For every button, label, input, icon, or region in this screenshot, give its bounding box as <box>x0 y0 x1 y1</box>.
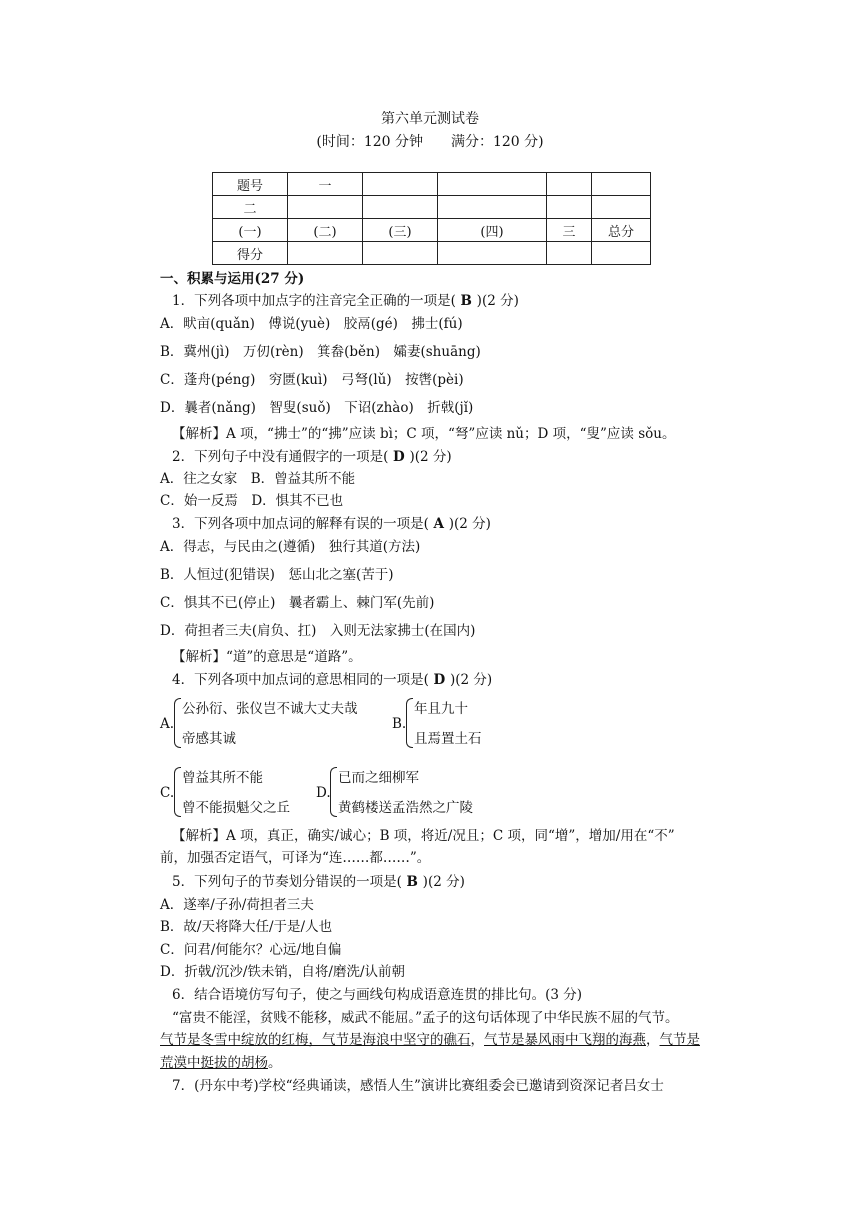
question-score-text: )(2 分) <box>422 874 465 890</box>
question-1-stem <box>172 292 519 310</box>
question-3-stem <box>172 515 491 533</box>
underlined-sentence: 气节是 <box>659 1032 700 1048</box>
page-subtitle: (时间：120 分钟 满分：120 分) <box>316 134 544 150</box>
table-cell <box>438 242 547 265</box>
passage-line-2 <box>160 1031 700 1049</box>
option-c: C．蓬舟(péng) 穷匮(kuì) 弓弩(lǔ) 按辔(pèi) <box>160 372 464 388</box>
underlined-sentence: 气节是暴风雨中飞翔的海燕 <box>484 1032 646 1048</box>
table-cell: 一 <box>288 173 363 196</box>
question-score-text: )(2 分) <box>449 672 493 688</box>
punctuation: ， <box>470 1032 484 1048</box>
option-c: C．惧其不已(停止) 曩者霸上、棘门军(先前) <box>160 595 435 611</box>
passage-line-1: “富贵不能淫，贫贱不能移，威武不能屈。”孟子的这句话体现了中华民族不屈的气节。 <box>172 1010 679 1026</box>
question-stem-text: 1．下列各项中加点字的注音完全正确的一项是( <box>172 293 456 309</box>
options-ab: A．往之女家 B．曾益其所不能 <box>160 471 356 487</box>
question-5-stem <box>172 873 465 891</box>
question-stem-text: 3．下列各项中加点词的解释有误的一项是( <box>172 516 429 532</box>
option-b-pair <box>392 694 532 750</box>
table-cell: (三) <box>363 219 438 242</box>
answer-label: B <box>455 293 477 309</box>
table-cell: 二 <box>213 196 288 219</box>
analysis-label: 【解析】 <box>172 649 226 665</box>
brace-icon <box>330 767 337 817</box>
option-d: D．荷担者三夫(肩负、扛) 入则无法家拂士(在国内) <box>160 623 476 639</box>
table-cell <box>547 173 592 196</box>
answer-label: D <box>428 672 450 688</box>
table-row <box>213 242 651 265</box>
page-title: 第六单元测试卷 <box>381 111 479 127</box>
analysis-text: A 项，真正，确实/诚心；B 项，将近/况且；C 项，同“增”，增加/用在“不” <box>226 828 675 844</box>
table-cell <box>592 173 651 196</box>
option-d-line2: 黄鹤楼送孟浩然之广陵 <box>338 800 473 816</box>
table-cell <box>438 196 547 219</box>
table-row <box>213 219 651 242</box>
table-cell <box>592 196 651 219</box>
table-cell <box>363 196 438 219</box>
score-table <box>212 172 651 265</box>
analysis-4-cont: 前，加强否定语气，可译为“连……都……”。 <box>160 850 431 866</box>
brace-icon <box>406 698 413 748</box>
analysis-label: 【解析】 <box>172 426 226 442</box>
analysis-label: 【解析】 <box>172 828 226 844</box>
option-a-line2: 帝感其诚 <box>182 731 236 747</box>
question-4-stem <box>172 671 492 689</box>
option-a: A．得志，与民由之(遵循) 独行其道(方法) <box>160 539 421 555</box>
punctuation: 。 <box>268 1055 282 1071</box>
table-cell: 题号 <box>213 173 288 196</box>
question-stem-text: 4．下列各项中加点词的意思相同的一项是( <box>172 672 429 688</box>
option-b: B．冀州(jì) 万仞(rèn) 箕畚(běn) 孀妻(shuāng) <box>160 344 481 360</box>
table-cell <box>288 242 363 265</box>
question-score-text: )(2 分) <box>409 449 452 465</box>
table-cell <box>547 242 592 265</box>
question-7-stem: 7．(丹东中考)学校“经典诵读，感悟人生”演讲比赛组委会已邀请到资深记者吕女士 <box>172 1078 664 1094</box>
analysis-3 <box>172 648 362 666</box>
table-cell: 总分 <box>592 219 651 242</box>
option-d-line1: 已而之细柳军 <box>338 770 419 786</box>
table-row <box>213 173 651 196</box>
table-cell: 得分 <box>213 242 288 265</box>
table-cell: 三 <box>547 219 592 242</box>
option-label: B. <box>392 716 407 732</box>
option-b: B．人恒过(犯错误) 惩山北之塞(苦于) <box>160 567 394 583</box>
punctuation: ， <box>646 1032 660 1048</box>
table-cell: (二) <box>288 219 363 242</box>
option-a: A．畎亩(quǎn) 傅说(yuè) 胶鬲(gé) 拂士(fú) <box>160 316 463 332</box>
table-cell <box>363 242 438 265</box>
underlined-sentence: 荒漠中挺拔的胡杨 <box>160 1055 268 1071</box>
question-stem-text: 5．下列句子的节奏划分错误的一项是( <box>172 874 402 890</box>
option-d: D．曩者(nǎng) 智叟(suǒ) 下诏(zhào) 折戟(jǐ) <box>160 400 474 416</box>
option-c-line1: 曾益其所不能 <box>182 770 263 786</box>
question-6-stem: 6．结合语境仿写句子，使之与画线句构成语意连贯的排比句。(3 分) <box>172 987 583 1003</box>
table-cell <box>288 196 363 219</box>
option-a: A．遂率/子孙/荷担者三夫 <box>160 897 314 913</box>
option-d: D．折戟/沉沙/铁未销，自将/磨洗/认前朝 <box>160 964 406 980</box>
analysis-1 <box>172 425 675 443</box>
option-b: B．故/天将降大任/于是/人也 <box>160 919 333 935</box>
option-label: D. <box>316 785 331 801</box>
option-c-pair <box>160 763 320 819</box>
option-c: C．问君/何能尔？心远/地自偏 <box>160 942 342 958</box>
table-row <box>213 196 651 219</box>
table-cell <box>363 173 438 196</box>
table-cell <box>438 173 547 196</box>
table-cell <box>547 196 592 219</box>
option-a-line1: 公孙衍、张仪岂不诚大丈夫哉 <box>182 701 358 717</box>
question-stem-text: 2．下列句子中没有通假字的一项是( <box>172 449 389 465</box>
option-label: C. <box>160 785 175 801</box>
analysis-4 <box>172 827 675 845</box>
option-c-line2: 曾不能损魁父之丘 <box>182 800 290 816</box>
answer-label: D <box>388 449 410 465</box>
question-score-text: )(2 分) <box>476 293 519 309</box>
brace-icon <box>174 698 181 748</box>
options-cd: C．始一反焉 D．惧其不已也 <box>160 493 344 509</box>
underlined-sentence: 气节是冬雪中绽放的红梅，气节是海浪中坚守的礁石 <box>160 1032 471 1048</box>
option-label: A. <box>160 716 175 732</box>
passage-line-3 <box>160 1054 282 1072</box>
table-cell: (一) <box>213 219 288 242</box>
option-d-pair <box>316 763 506 819</box>
section-heading: 一、积累与运用(27 分) <box>160 271 305 287</box>
table-cell <box>592 242 651 265</box>
option-b-line2: 且焉置土石 <box>414 731 482 747</box>
table-cell: (四) <box>438 219 547 242</box>
question-2-stem <box>172 448 452 466</box>
analysis-text: “道”的意思是“道路”。 <box>226 649 362 665</box>
brace-icon <box>174 767 181 817</box>
question-score-text: )(2 分) <box>448 516 491 532</box>
option-a-pair <box>160 694 390 750</box>
analysis-text: A 项，“拂士”的“拂”应读 bì；C 项，“弩”应读 nǔ；D 项，“叟”应读 sǒu。 <box>226 426 676 442</box>
answer-label: A <box>428 516 449 532</box>
answer-label: B <box>401 874 423 890</box>
option-b-line1: 年且九十 <box>414 701 468 717</box>
